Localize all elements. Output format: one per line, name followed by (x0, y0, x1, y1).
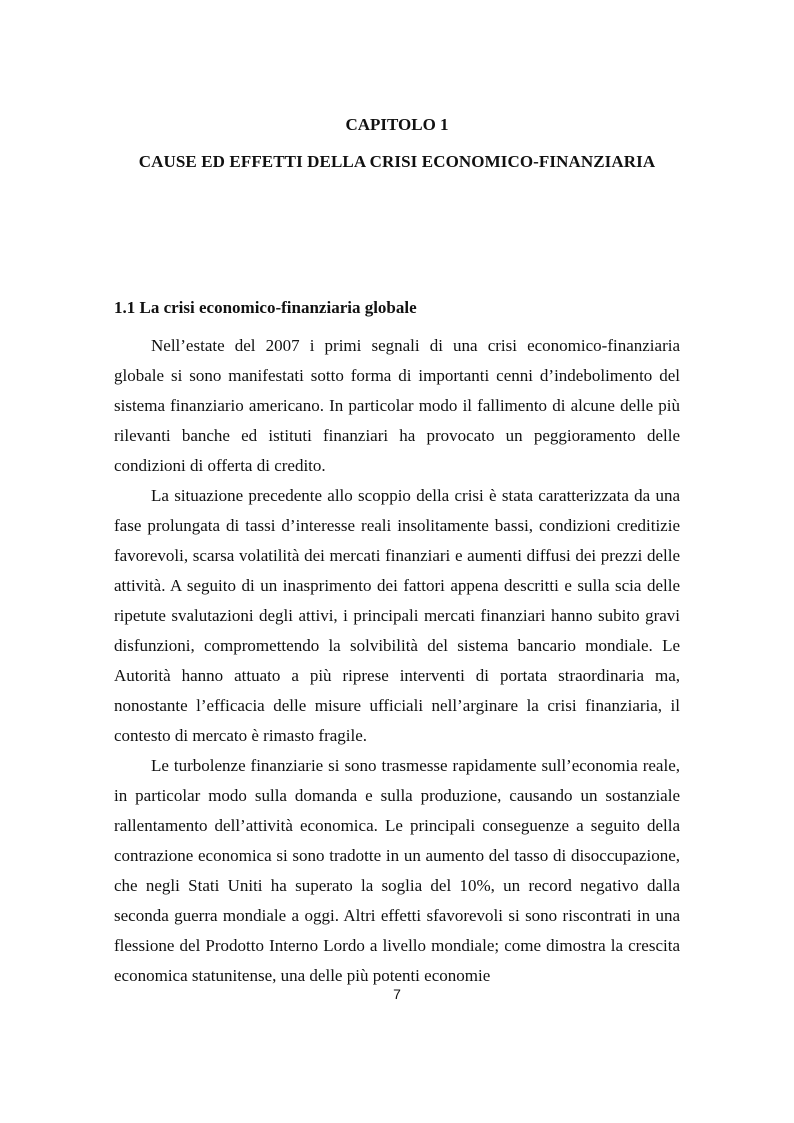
page-number: 7 (393, 986, 401, 1002)
paragraph-2: La situazione precedente allo scoppio della crisi è stata caratterizzata da una fase prolungata di tassi d’interesse reali insolitamente bassi, condizioni creditizie favorevoli, scarsa volatilità dei mercati finanziari e aumenti diffusi dei prezzi delle attività. A seguito di un inasprimento dei fattori appena descritti e sulla scia delle ripetute svalutazioni degli attivi, i principali mercati finanziari hanno subito gravi disfunzioni, compromettendo la solvibilità del sistema bancario mondiale. Le Autorità hanno attuato a più riprese interventi di portata straordinaria ma, nonostante l’efficacia delle misure ufficiali nell’arginare la crisi finanziaria, il contesto di mercato è rimasto fragile. (114, 486, 680, 745)
chapter-label: CAPITOLO 1 (345, 115, 449, 134)
chapter-title: CAUSE ED EFFETTI DELLA CRISI ECONOMICO-FINANZIARIA (138, 152, 656, 171)
body-text (114, 331, 680, 991)
paragraph-1: Nell’estate del 2007 i primi segnali di una crisi economico-finanziaria globale si sono manifestati sotto forma di importanti cenni d’indebolimento del sistema finanziario americano. In particolar modo il fallimento di alcune delle più rilevanti banche ed istituti finanziari ha provocato un peggioramento delle condizioni di offerta di credito. (114, 336, 680, 475)
section-heading: 1.1 La crisi economico-finanziaria globale (114, 298, 417, 317)
paragraph-3: Le turbolenze finanziarie si sono trasmesse rapidamente sull’economia reale, in particolar modo sulla domanda e sulla produzione, causando un sostanziale rallentamento dell’attività economica. Le principali conseguenze a seguito della contrazione economica si sono tradotte in un aumento del tasso di disoccupazione, che negli Stati Uniti ha superato la soglia del 10%, un record negativo dalla seconda guerra mondiale a oggi. Altri effetti sfavorevoli si sono riscontrati in una flessione del Prodotto Interno Lordo a livello mondiale; come dimostra la crescita economica statunitense, una delle più potenti economie (114, 756, 680, 985)
